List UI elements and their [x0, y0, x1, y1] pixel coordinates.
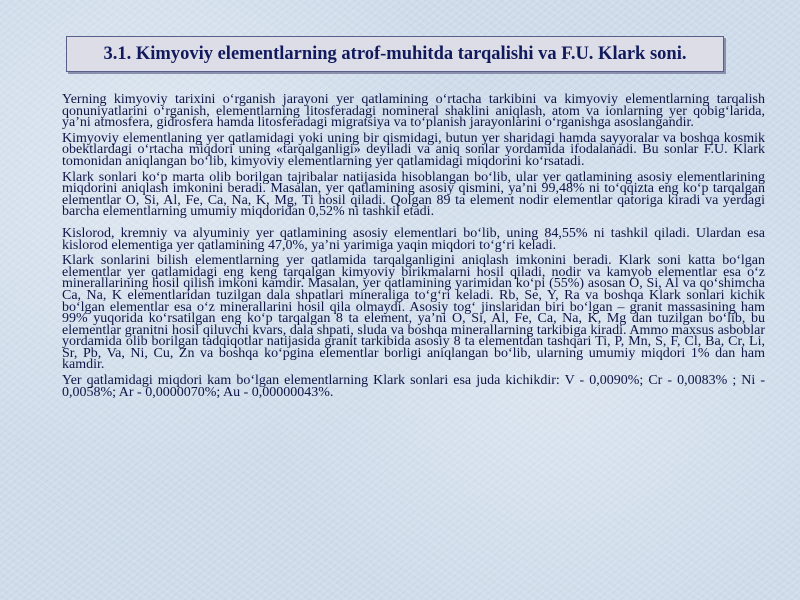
paragraph-1-text: Yerning kimyoviy tarixini o‘rganish jarayoni yer qatlamining o‘rtacha tarkibini va kimyoviy elementlarning tarqalish qonuniyatlarini o‘rganish, elementlarning litosferadagi nomineral shaklini aniqlash, atom va ionlarning yer qobig‘larida, ya’ni atmosfera, gidrosfera hamda litosferadagi migratsiya va to‘planish jarayonlarini o‘rganishga asoslangandir. [62, 92, 765, 131]
paragraph-3-text: Klark sonlari ko‘p marta olib borilgan tajribalar natijasida hisoblangan bo‘lib, ular yer qatlamining asosiy elementlarining miqdorini aniqlash imkonini beradi. Masalan, yer qatlamining asosiy qismini, ya’ni 99,48% ni to‘qqizta eng ko‘p tarqalgan elementlar O, Si, Al, Fe, Ca, Na, K, Mg, Ti hosil qiladi. Qolgan 89 ta element nodir elementlar qatoriga kiradi va yerdagi barcha elementlarning umumiy miqdoridan 0,52% ni tashkil etadi. [62, 169, 765, 220]
slide-title: 3.1. Kimyoviy elementlarning atrof-muhitda tarqalishi va F.U. Klark soni. [103, 43, 687, 64]
title-box [66, 36, 724, 72]
paragraph-2 [62, 130, 765, 169]
paragraph-2-text: Kimyoviy elementlaning yer qatlamidagi yoki uning bir qismidagi, butun yer sharidagi hamda sayyoralar va boshqa kosmik obektlardagi o‘rtacha miqdori uning «tarqalganligi» deyiladi va aniq sonlar yordamida ifodalanadi. Bu sonlar F.U. Klark tomonidan aniqlangan bo‘lib, kimyoviy elementlarning yer qatlamidagi miqdorini ko‘rsatadi. [62, 130, 765, 169]
paragraph-6 [62, 375, 765, 398]
paragraph-4 [62, 225, 765, 253]
paragraph-5-text: Klark sonlarini bilish elementlarning yer qatlamida tarqalganligini aniqlash imkonini beradi. Klark soni katta bo‘lgan elementlar yer qatlamidagi eng keng tarqalgan kimyoviy birikmalarni hosil qiladi, nodir va kamyob elementlar esa o‘z minerallarining hosil qilish imkoni kamdir. Masalan, yer qatlamining yarimidan ko‘pi (55%) asosan O, Si, Al va qo‘shimcha Ca, Na, K elementlaridan tuzilgan dala shpatlari mineraliga to‘g‘ri keladi. Rb, Se, Y, Ra va boshqa Klark sonlari kichik bo‘lgan elementlar esa o‘z minerallarini hosil qila olmaydi. Asosiy tog‘ jinslaridan biri bo‘lgan – granit massasining ham 99% yuqorida ko‘rsatilgan eng ko‘p tarqalgan 8 ta element, ya’ni O, Si, Al, Fe, Ca, Na, K, Mg dan tuzilgan bo‘lib, bu elementlar granitni hosil qiluvchi kvars, dala shpati, sluda va boshqa minerallarning tarkibiga kiradi. Ammo maxsus asboblar yordamida olib borilgan tadqiqotlar natijasida granit tarkibida asosiy 8 ta elementdan tashqari Ti, P, Mn, S, F, Cl, Ba, Cr, Li, Sr, Pb, Va, Ni, Cu, Zn va boshqa ko‘pgina elementlar borligi aniqlangan bo‘lib, ularning umumiy miqdori 1% dan ham kamdir. [62, 253, 765, 373]
paragraph-5 [62, 255, 765, 371]
paragraph-1 [62, 94, 765, 129]
paragraph-6-text: Yer qatlamidagi miqdori kam bo‘lgan elementlarning Klark sonlari esa juda kichikdir: V - 0,0090%; Cr - 0,0083% ; Ni - 0,0058%; Ar - 0,0000070%; Au - 0,00000043%. [62, 373, 765, 400]
paragraph-3 [62, 169, 765, 220]
paragraph-4-text: Kislorod, kremniy va alyuminiy yer qatlamining asosiy elementlari bo‘lib, uning 84,55% ni tashkil qiladi. Ulardan esa kislorod elementiga yer qatlamining 47,0%, ya’ni yarimiga yaqin miqdori to‘g‘ri keladi. [62, 225, 765, 253]
body-text [62, 94, 765, 398]
